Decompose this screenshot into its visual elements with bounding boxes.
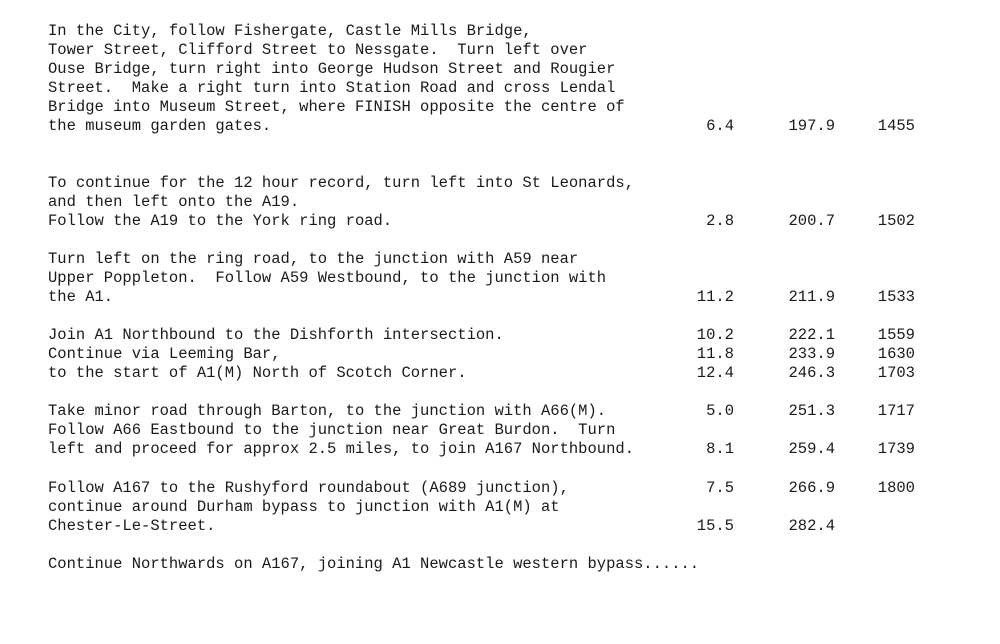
route-text-line: In the City, follow Fishergate, Castle Mills Bridge,	[48, 22, 532, 40]
total-distance: 211.9	[788, 288, 835, 306]
route-text-line: and then left onto the A19.	[48, 193, 300, 211]
route-text-line: Follow A66 Eastbound to the junction near Great Burdon. Turn	[48, 421, 616, 439]
leg-distance: 11.8	[696, 345, 734, 363]
leg-distance: 11.2	[696, 288, 734, 306]
total-distance: 259.4	[788, 440, 835, 458]
route-text-line: To continue for the 12 hour record, turn left into St Leonards,	[48, 174, 634, 192]
route-text-line: Turn left on the ring road, to the junction with A59 near	[48, 250, 579, 268]
route-text-line: Bridge into Museum Street, where FINISH opposite the centre of	[48, 98, 625, 116]
time-of-day: 1800	[877, 479, 915, 497]
route-text-line: Ouse Bridge, turn right into George Hudson Street and Rougier	[48, 60, 616, 78]
total-distance: 222.1	[788, 326, 835, 344]
time-of-day: 1559	[877, 326, 915, 344]
route-text-line: Chester-Le-Street.	[48, 517, 216, 535]
leg-distance: 10.2	[696, 326, 734, 344]
leg-distance: 6.4	[706, 117, 734, 135]
route-text-line: Street. Make a right turn into Station Road and cross Lendal	[48, 79, 616, 97]
total-distance: 246.3	[788, 364, 835, 382]
route-text-line: Tower Street, Clifford Street to Nessgate. Turn left over	[48, 41, 588, 59]
leg-distance: 7.5	[706, 479, 734, 497]
route-text-line: Continue via Leeming Bar,	[48, 345, 281, 363]
time-of-day: 1717	[877, 402, 915, 420]
leg-distance: 2.8	[706, 212, 734, 230]
total-distance: 197.9	[788, 117, 835, 135]
total-distance: 200.7	[788, 212, 835, 230]
route-text-line: Continue Northwards on A167, joining A1 Newcastle western bypass......	[48, 555, 700, 573]
time-of-day: 1502	[877, 212, 915, 230]
route-text-line: the museum garden gates.	[48, 117, 272, 135]
total-distance: 282.4	[788, 517, 835, 535]
total-distance: 233.9	[788, 345, 835, 363]
time-of-day: 1630	[877, 345, 915, 363]
route-text-line: Take minor road through Barton, to the junction with A66(M).	[48, 402, 607, 420]
total-distance: 251.3	[788, 402, 835, 420]
route-text-line: left and proceed for approx 2.5 miles, to join A167 Northbound.	[48, 440, 634, 458]
time-of-day: 1533	[877, 288, 915, 306]
route-text-line: the A1.	[48, 288, 114, 306]
time-of-day: 1455	[877, 117, 915, 135]
route-text-line: Join A1 Northbound to the Dishforth intersection.	[48, 326, 504, 344]
leg-distance: 12.4	[696, 364, 734, 382]
leg-distance: 5.0	[706, 402, 734, 420]
time-of-day: 1703	[877, 364, 915, 382]
route-text-line: to the start of A1(M) North of Scotch Corner.	[48, 364, 467, 382]
route-text-line: Follow the A19 to the York ring road.	[48, 212, 393, 230]
route-text-line: continue around Durham bypass to junction with A1(M) at	[48, 498, 560, 516]
time-of-day: 1739	[877, 440, 915, 458]
leg-distance: 8.1	[706, 440, 734, 458]
route-text-line: Upper Poppleton. Follow A59 Westbound, to the junction with	[48, 269, 607, 287]
route-text-line: Follow A167 to the Rushyford roundabout (A689 junction),	[48, 479, 569, 497]
total-distance: 266.9	[788, 479, 835, 497]
leg-distance: 15.5	[696, 517, 734, 535]
